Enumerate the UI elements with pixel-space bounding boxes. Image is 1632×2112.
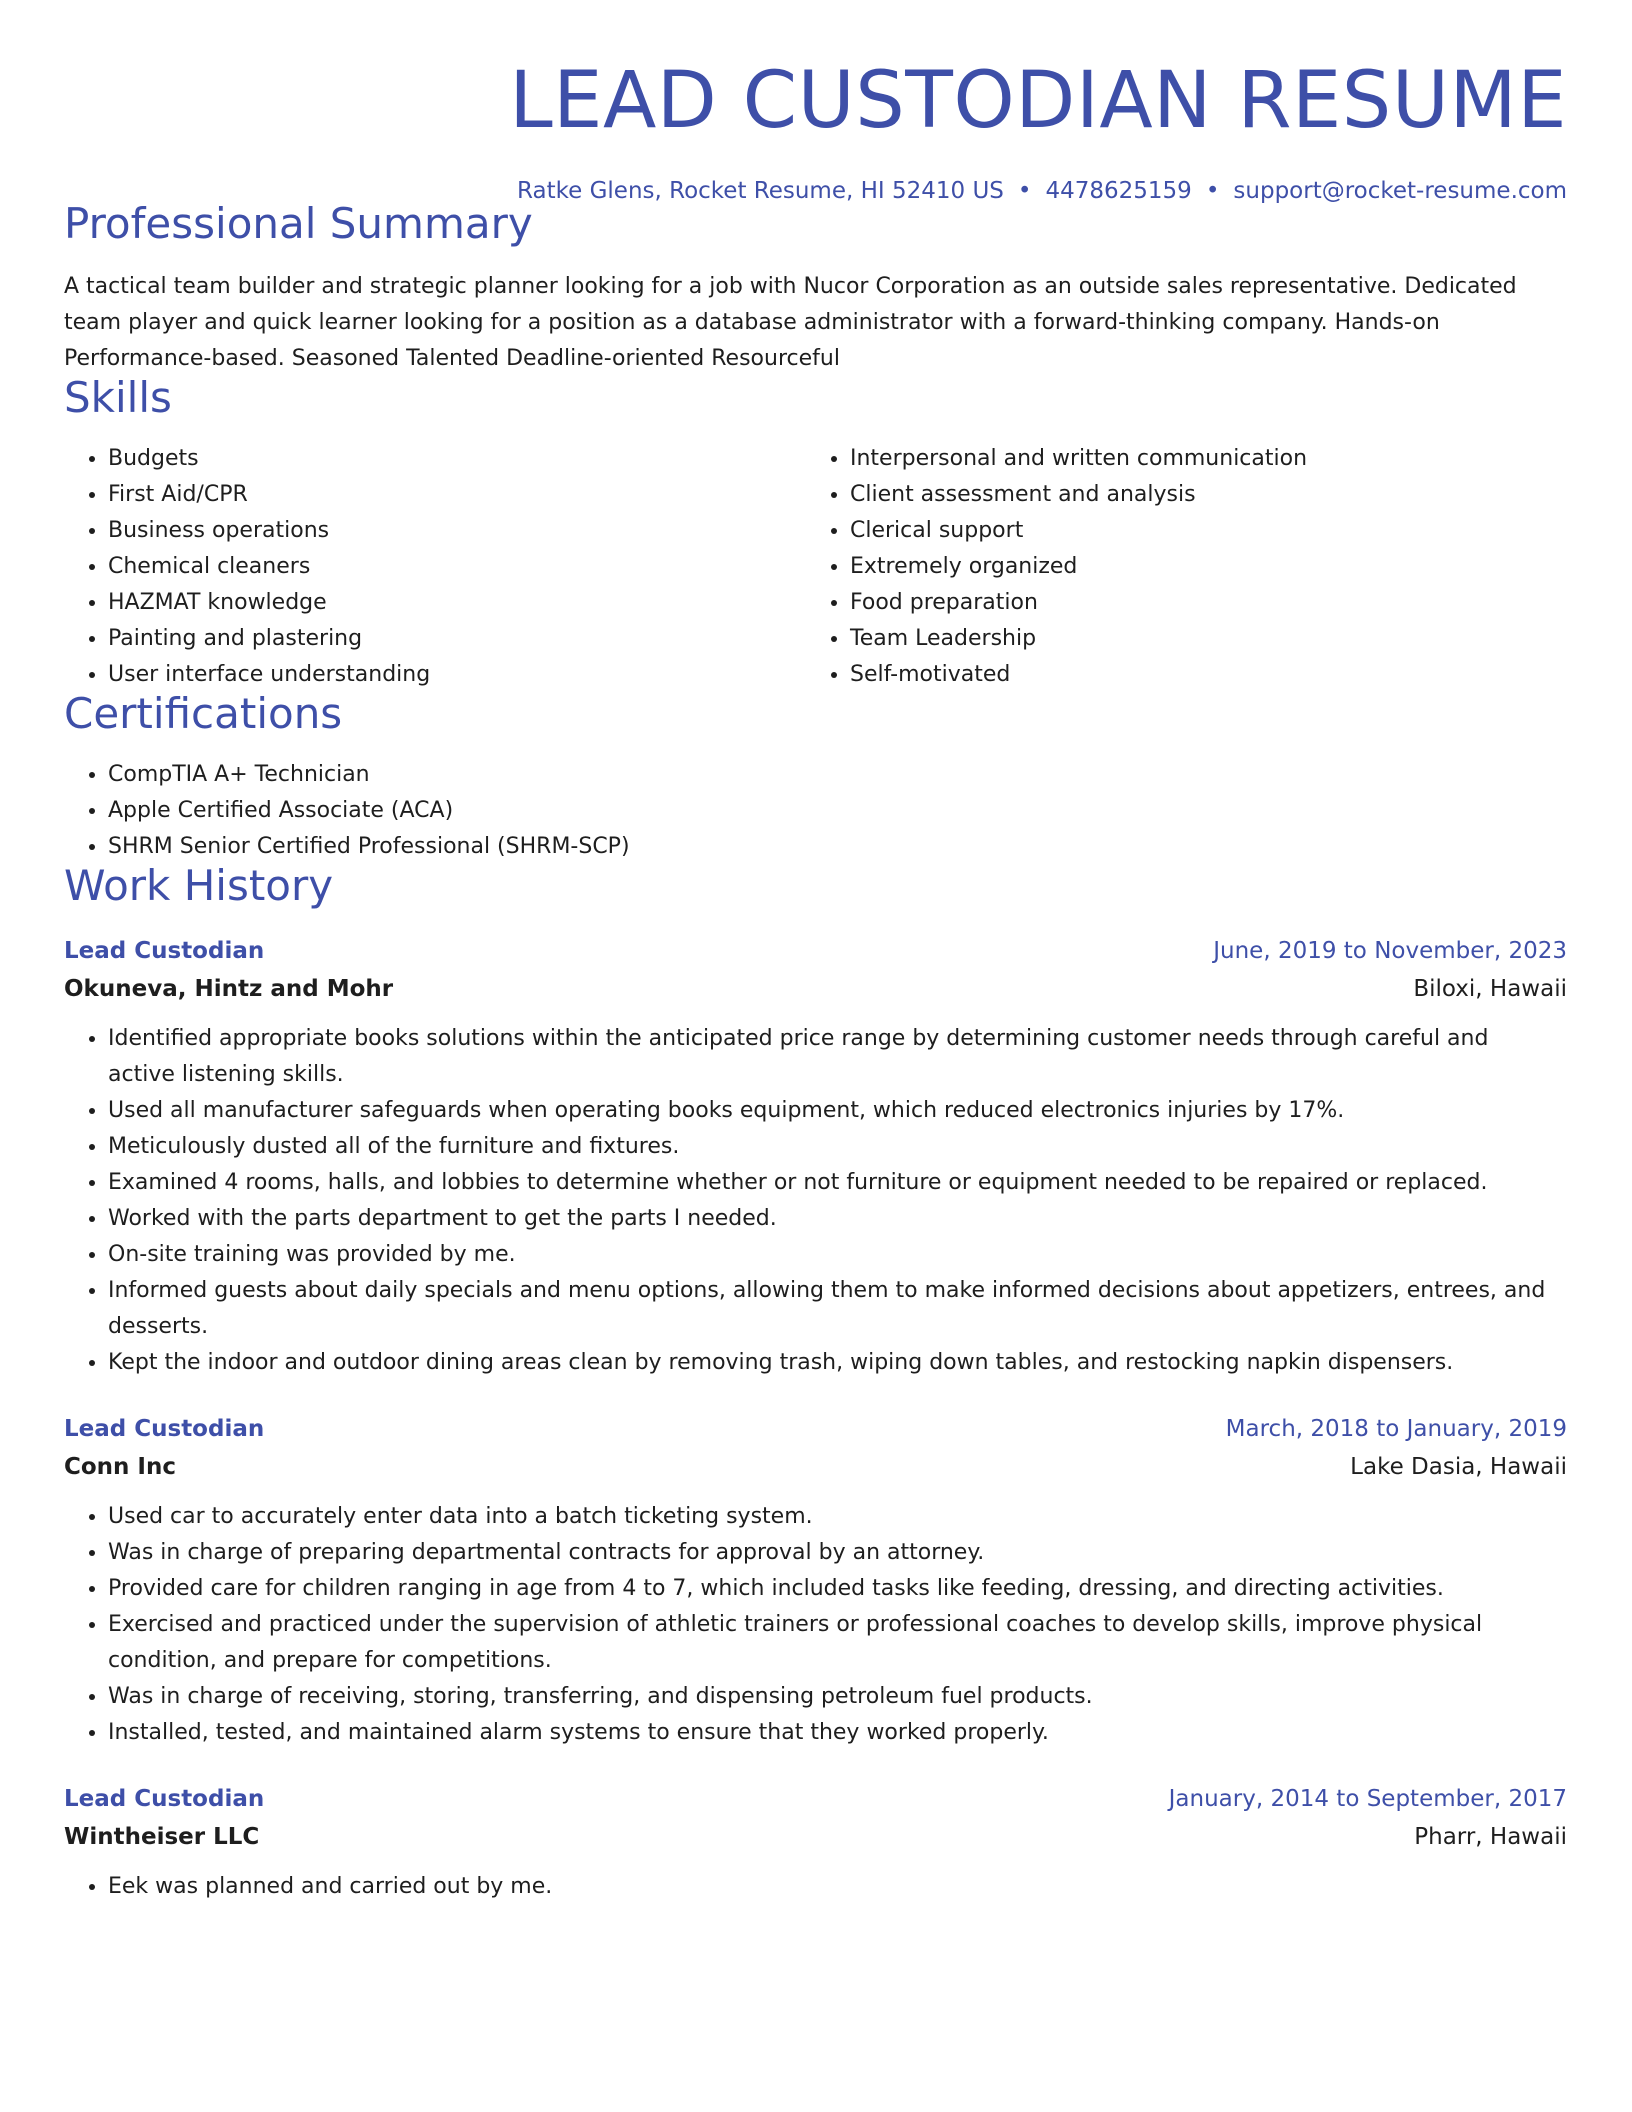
certifications-heading: Certifications (64, 689, 343, 738)
skill-item: • User interface understanding (108, 657, 806, 693)
skill-item: • Chemical cleaners (108, 549, 806, 585)
work-history-list (64, 933, 1567, 1905)
skill-item: • Painting and plastering (108, 621, 806, 657)
job-bullets (64, 1499, 1567, 1751)
certification-item: • CompTIA A+ Technician (108, 757, 1567, 793)
certification-item: • SHRM Senior Certified Professional (SHRM-SCP) (108, 829, 1567, 865)
job-company-row (64, 1447, 1567, 1487)
skill-item: • Self-motivated (850, 657, 1548, 693)
job-company-row (64, 969, 1567, 1009)
job-dates: June, 2019 to November, 2023 (1213, 938, 1567, 964)
skills-heading: Skills (64, 373, 172, 422)
job-bullet: • Provided care for children ranging in age from 4 to 7, which included tasks like feeding, dressing, and directing activities. (108, 1571, 1548, 1607)
job-bullet: • Used car to accurately enter data into a batch ticketing system. (108, 1499, 1548, 1535)
job-header-row (64, 933, 1567, 969)
job-bullet: • Eek was planned and carried out by me. (108, 1869, 1548, 1905)
skill-item: • Interpersonal and written communication (850, 441, 1548, 477)
job-entry (64, 1411, 1567, 1751)
contact-address: Ratke Glens, Rocket Resume, HI 52410 US (517, 178, 1004, 204)
contact-email[interactable]: support@rocket-resume.com (1233, 178, 1567, 204)
resume-title: LEAD CUSTODIAN RESUME (509, 56, 1567, 146)
job-location: Pharr, Hawaii (1414, 1824, 1567, 1850)
job-bullet: • Installed, tested, and maintained alarm systems to ensure that they worked properly. (108, 1715, 1548, 1751)
job-entry (64, 933, 1567, 1381)
job-title: Lead Custodian (64, 1416, 265, 1442)
skill-item: • Client assessment and analysis (850, 477, 1548, 513)
job-entry (64, 1781, 1567, 1905)
job-bullets (64, 1869, 1567, 1905)
job-bullet: • Meticulously dusted all of the furniture and fixtures. (108, 1129, 1548, 1165)
job-header-row (64, 1411, 1567, 1447)
skills-column-right (806, 441, 1548, 693)
skill-item: • Team Leadership (850, 621, 1548, 657)
job-bullet: • Kept the indoor and outdoor dining areas clean by removing trash, wiping down tables, and restocking napkin dispensers. (108, 1345, 1548, 1381)
skills-column-left (64, 441, 806, 693)
job-company: Conn Inc (64, 1454, 177, 1480)
skill-item: • Food preparation (850, 585, 1548, 621)
job-bullet: • Was in charge of receiving, storing, transferring, and dispensing petroleum fuel products. (108, 1679, 1548, 1715)
job-company-row (64, 1817, 1567, 1857)
skills-list (64, 441, 1567, 693)
job-company: Okuneva, Hintz and Mohr (64, 976, 394, 1002)
summary-heading: Professional Summary (64, 199, 533, 248)
job-title: Lead Custodian (64, 938, 265, 964)
job-bullet: • Worked with the parts department to get the parts I needed. (108, 1201, 1548, 1237)
job-title: Lead Custodian (64, 1786, 265, 1812)
skill-item: • Clerical support (850, 513, 1548, 549)
job-bullet: • Identified appropriate books solutions within the anticipated price range by determining customer needs through careful and active listening skills. (108, 1021, 1548, 1093)
skill-item: • Business operations (108, 513, 806, 549)
skill-item: • Extremely organized (850, 549, 1548, 585)
job-company: Wintheiser LLC (64, 1824, 260, 1850)
skill-item: • First Aid/CPR (108, 477, 806, 513)
resume-page (64, 0, 1567, 1905)
job-bullet: • Was in charge of preparing departmental contracts for approval by an attorney. (108, 1535, 1548, 1571)
job-location: Biloxi, Hawaii (1413, 976, 1567, 1002)
job-header-row (64, 1781, 1567, 1817)
job-bullet: • Examined 4 rooms, halls, and lobbies to determine whether or not furniture or equipment needed to be repaired or replaced. (108, 1165, 1548, 1201)
job-bullet: • On-site training was provided by me. (108, 1237, 1548, 1273)
job-bullet: • Informed guests about daily specials and menu options, allowing them to make informed decisions about appetizers, entrees, and desserts. (108, 1273, 1548, 1345)
skill-item: • HAZMAT knowledge (108, 585, 806, 621)
job-dates: January, 2014 to September, 2017 (1168, 1786, 1567, 1812)
skill-item: • Budgets (108, 441, 806, 477)
job-bullet: • Used all manufacturer safeguards when operating books equipment, which reduced electronics injuries by 17%. (108, 1093, 1548, 1129)
contact-phone[interactable]: 4478625159 (1045, 178, 1192, 204)
job-location: Lake Dasia, Hawaii (1350, 1454, 1567, 1480)
contact-separator: • (1205, 178, 1220, 204)
contact-separator: • (1017, 178, 1032, 204)
job-bullets (64, 1021, 1567, 1381)
work-history-heading: Work History (64, 861, 334, 910)
job-dates: March, 2018 to January, 2019 (1225, 1416, 1567, 1442)
certification-item: • Apple Certified Associate (ACA) (108, 793, 1567, 829)
job-bullet: • Exercised and practiced under the supervision of athletic trainers or professional coaches to develop skills, improve physical condition, and prepare for competitions. (108, 1607, 1548, 1679)
certifications-list (64, 757, 1567, 865)
summary-text: A tactical team builder and strategic planner looking for a job with Nucor Corporation as an outside sales representative. Dedicated team player and quick learner looking for a position as a database administrator with a forward-thinking company. Hands-on Performance-based. Seasoned Talented Deadline-oriented Resourceful (64, 274, 1517, 371)
